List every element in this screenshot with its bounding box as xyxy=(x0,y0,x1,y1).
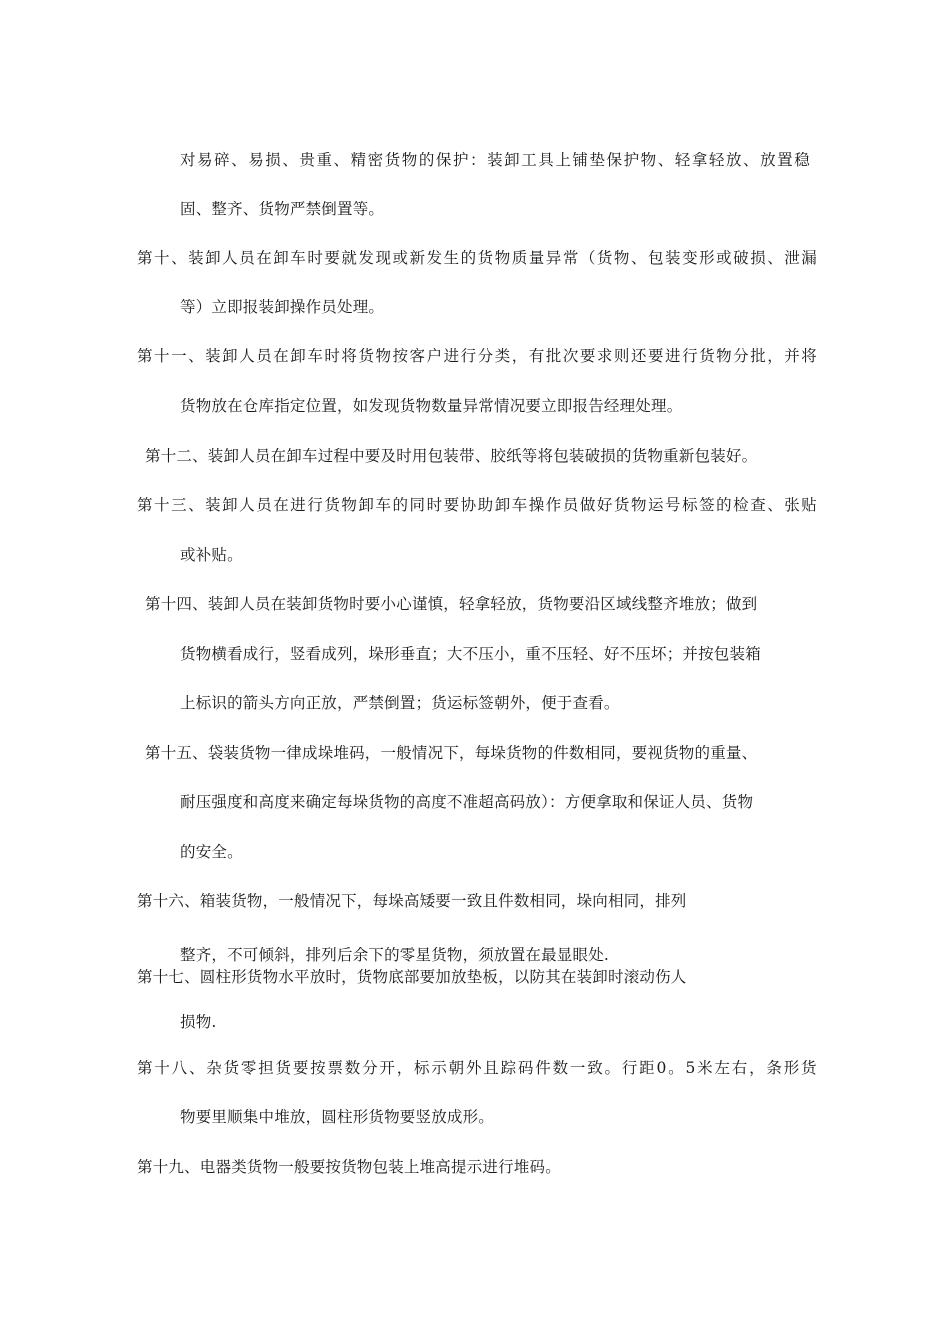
text-line: 第十二、装卸人员在卸车过程中要及时用包装带、胶纸等将包装破损的货物重新包装好。 xyxy=(145,447,758,465)
text-line: 对易碎、易损、贵重、精密货物的保护：装卸工具上铺垫保护物、轻拿轻放、放置稳 xyxy=(180,151,812,169)
text-line: 或补贴。 xyxy=(180,546,243,564)
text-line: 货物横看成行，竖看成列，垛形垂直；大不压小，重不压轻、好不压坏；并按包装箱 xyxy=(180,645,761,663)
text-line: 第十八、杂货零担货要按票数分开，标示朝外且踪码件数一致。行距0。5米左右，条形货 xyxy=(137,1059,819,1077)
text-line: 第十七、圆柱形货物水平放时，货物底部要加放垫板，以防其在装卸时滚动伤人 xyxy=(137,968,687,986)
text-line: 的安全。 xyxy=(180,843,243,861)
text-line: 等）立即报装卸操作员处理。 xyxy=(180,298,385,316)
text-line: 损物. xyxy=(180,1013,217,1031)
text-line: 耐压强度和高度来确定每垛货物的高度不准超高码放）：方便拿取和保证人员、货物 xyxy=(180,793,754,811)
text-line: 第十四、装卸人员在装卸货物时要小心谨慎，轻拿轻放，货物要沿区域线整齐堆放；做到 xyxy=(145,595,758,613)
text-line: 第十六、箱装货物，一般情况下，每垛高矮要一致且件数相同，垛向相同，排列 xyxy=(137,892,687,910)
text-line: 第十、装卸人员在卸车时要就发现或新发生的货物质量异常（货物、包装变形或破损、泄漏 xyxy=(137,249,819,267)
text-line: 整齐，不可倾斜，排列后余下的零星货物，须放置在最显眼处. xyxy=(180,946,610,964)
text-line: 第十九、电器类货物一般要按货物包装上堆高提示进行堆码。 xyxy=(137,1158,561,1176)
text-line: 第十五、袋装货物一律成垛堆码，一般情况下，每垛货物的件数相同，要视货物的重量、 xyxy=(145,744,758,762)
text-line: 货物放在仓库指定位置，如发现货物数量异常情况要立即报告经理处理。 xyxy=(180,397,683,415)
text-line: 第十一、装卸人员在卸车时将货物按客户进行分类，有批次要求则还要进行货物分批，并将 xyxy=(137,347,819,365)
text-line: 第十三、装卸人员在进行货物卸车的同时要协助卸车操作员做好货物运号标签的检查、张贴 xyxy=(137,496,819,514)
text-line: 物要里顺集中堆放，圆柱形货物要竖放成形。 xyxy=(180,1108,495,1126)
text-line: 上标识的箭头方向正放，严禁倒置；货运标签朝外，便于查看。 xyxy=(180,694,620,712)
text-line: 固、整齐、货物严禁倒置等。 xyxy=(180,200,385,218)
